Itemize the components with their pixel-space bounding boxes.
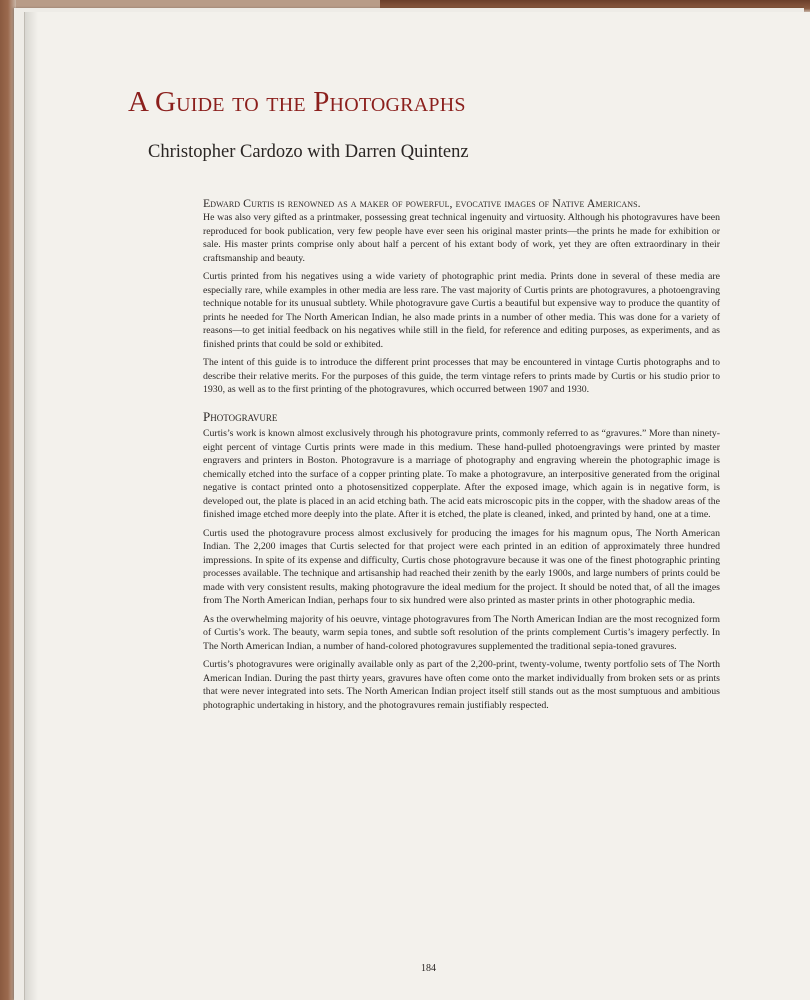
book-page [24,12,810,1000]
intro-paragraph: Curtis printed from his negatives using a wide variety of photographic print media. Prints done in several of these media are especially rare, while examples in other media are less rare. The vast majority of Curtis prints are photogravures, a photoengraving technique notable for its unusual subtlety. While photogravure gave Curtis a beautiful but expensive way to produce the quantity of prints he needed for The North American Indian, he also made prints in a number of other media. This was done for a variety of reasons—to get initial feedback on his negatives while still in the field, for reference and editing purposes, as experiments, and as finished prints that could be sold or exhibited. [203,271,720,350]
author-line: Christopher Cardozo with Darren Quintenz [148,142,469,162]
article-body [203,196,720,717]
photogravure-paragraph: Curtis’s work is known almost exclusively through his photogravure prints, commonly referred to as “gravures.” More than ninety-eight percent of vintage Curtis prints were made in this medium. These hand-pulled photoengravings were printed by master engravers and printers in Boston. Photogravure is a marriage of photography and engraving wherein the photographic image is chemically etched into the surface of a copper printing plate. To make a photogravure, an interpositive generated from the original negative is contact printed onto a photosensitized copperplate. After the exposed image, which again is in negative form, is developed out, the plate is placed in an acid etching bath. The acid eats microscopic pits in the copper, with the shadow areas of the finished image etched more deeply into the plate. After it is etched, the plate is cleaned, inked, and printed by hand, one at a time. [203,428,720,520]
section-heading-photogravure: Photogravure [203,408,278,424]
page-title: A Guide to the Photographs [128,86,466,118]
intro-paragraph: The intent of this guide is to introduce the different print processes that may be encountered in vintage Curtis photographs and to describe their relative merits. For the purposes of this guide, the term vintage refers to prints made by Curtis or his studio prior to 1930, as well as to the first printing of the photogravures, which occurred between 1907 and 1930. [203,357,720,395]
intro-lead: Edward Curtis is renowned as a maker of powerful, evocative images of Native Americans. [203,196,641,210]
photogravure-paragraph: Curtis used the photogravure process almost exclusively for producing the images for his magnum opus, The North American Indian. The 2,200 images that Curtis selected for that project were each printed in an edition of approximately three hundred impressions. In spite of its expense and difficulty, Curtis chose photogravure because it was one of the finest photographic printing processes available. The technique and artisanship had reached their zenith by the early 1900s, and large numbers of prints could be made with very consistent results, making photogravure the ideal medium for the project. It should be noted that, of all the images from The North American Indian, perhaps four to six hundred were also printed as master prints in other photographic media. [203,527,720,606]
photogravure-paragraph: Curtis’s photogravures were originally available only as part of the 2,200-print, twenty-volume, twenty portfolio sets of The North American Indian. During the past thirty years, gravures have often come onto the market individually from broken sets or as prints that were never integrated into sets. The North American Indian project itself still stands out as the most sumptuous and ambitious photographic undertaking in history, and the photogravures remain justifiably respected. [203,659,720,711]
page-number: 184 [421,963,436,974]
photogravure-paragraph: As the overwhelming majority of his oeuvre, vintage photogravures from The North American Indian are the most recognized form of Curtis’s work. The beauty, warm sepia tones, and subtle soft resolution of the prints complement Curtis’s imagery perfectly. In The North American Indian, a number of hand-colored photogravures supplemented the traditional sepia-toned gravures. [203,613,720,652]
intro-paragraph: He was also very gifted as a printmaker, possessing great technical ingenuity and virtuosity. Although his photogravures have been reproduced for book publication, very few people have ever seen his original master prints—the prints he made for exhibition or sale. His master prints comprise only about half a percent of his extant body of work, yet they are often extraordinary in their craftsmanship and beauty. [203,212,720,264]
